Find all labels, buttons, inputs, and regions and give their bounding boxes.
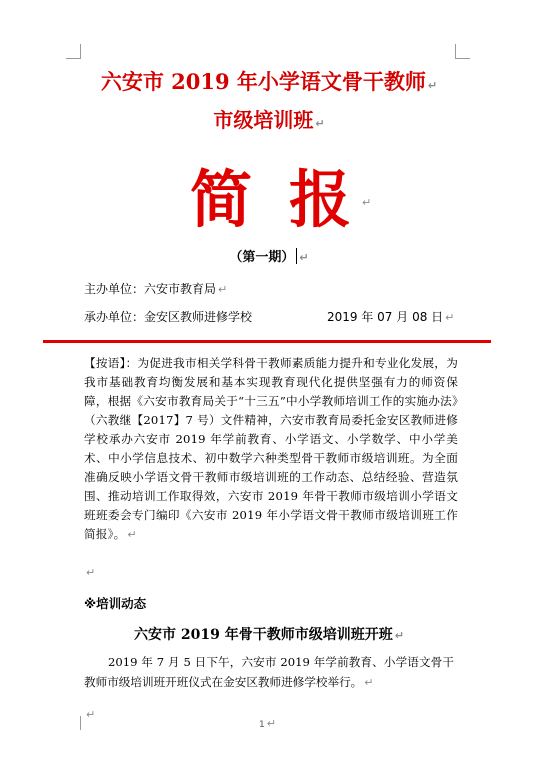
paragraph-mark: ↵ [218,283,228,296]
crop-mark-top-left [66,44,81,59]
crop-mark-bottom-left [66,716,81,730]
page-number: 1 ↵ [259,717,276,730]
paragraph-mark: ↵ [445,311,455,324]
organizer-line[interactable] [84,308,252,325]
editor-note[interactable] [84,354,458,544]
organizer-text: 承办单位：金安区教师进修学校 [84,310,253,324]
date-line[interactable] [327,308,454,325]
text-cursor [296,248,297,264]
title-line-2-text: 市级培训班 [213,108,314,132]
paragraph-mark: ↵ [127,528,137,541]
sponsor-line[interactable] [84,280,227,297]
news-title-text: 六安市 2019 年骨干教师市级培训班开班 [134,627,393,643]
issue-text: （第一期） [229,250,295,265]
paragraph-mark: ↵ [394,629,404,642]
empty-paragraph-mark: ↵ [86,566,96,579]
news-title[interactable] [60,624,478,644]
title-line-2[interactable] [60,104,478,133]
paragraph-mark: ↵ [299,251,309,264]
title-line-1[interactable] [60,66,478,96]
title-line-1-text: 六安市 2019 年小学语文骨干教师 [100,69,426,94]
editor-note-text: 【按语】：为促进我市相关学科骨干教师素质能力提升和专业化发展，为我市基础教育均衡发展和基本实现教育现代化提供坚强有力的师资保障，根据《六安市教育局关于“十三五”中小学教师培训工作的实施办法》（六教继【2017】7 号）文件精神，六安市教育局委托金安区教师进修学校承办六安市 2019 年学前教育、小学语文、小学数学、中小学美术、中小学信息技术、初中数学六种类型骨干教师市级培训班。为全面准确反映小学语文骨干教师市级培训班的工作动态、总结经验、营造氛围、推动培训工作取得效，六安市 2019 年骨干教师市级培训小学语文班班委会专门编印《六安市 2019 年小学语文骨干教师市级培训班工作简报》。 [84,356,458,541]
paragraph-mark: ↵ [427,79,438,92]
date-text: 2019 年 07 月 08 日 [327,310,444,324]
red-divider-line [43,340,491,343]
paragraph-mark: ↵ [315,117,325,130]
end-paragraph-mark: ↵ [86,708,96,721]
big-title-char-1[interactable]: 简 [190,163,253,236]
issue-number[interactable] [60,246,478,265]
paragraph-mark: ↵ [362,196,372,209]
crop-mark-top-right [455,44,470,59]
sponsor-text: 主办单位：六安市教育局 [84,282,217,296]
section-heading[interactable]: ※培训动态 [84,596,147,611]
paragraph-mark: ↵ [364,676,374,689]
news-body-text: 2019 年 7 月 5 日下午，六安市 2019 年学前教育、小学语文骨干教师市级培训班开班仪式在金安区教师进修学校举行。 [84,655,454,689]
big-title-char-2[interactable]: 报 [289,163,352,236]
news-body[interactable] [84,652,454,693]
